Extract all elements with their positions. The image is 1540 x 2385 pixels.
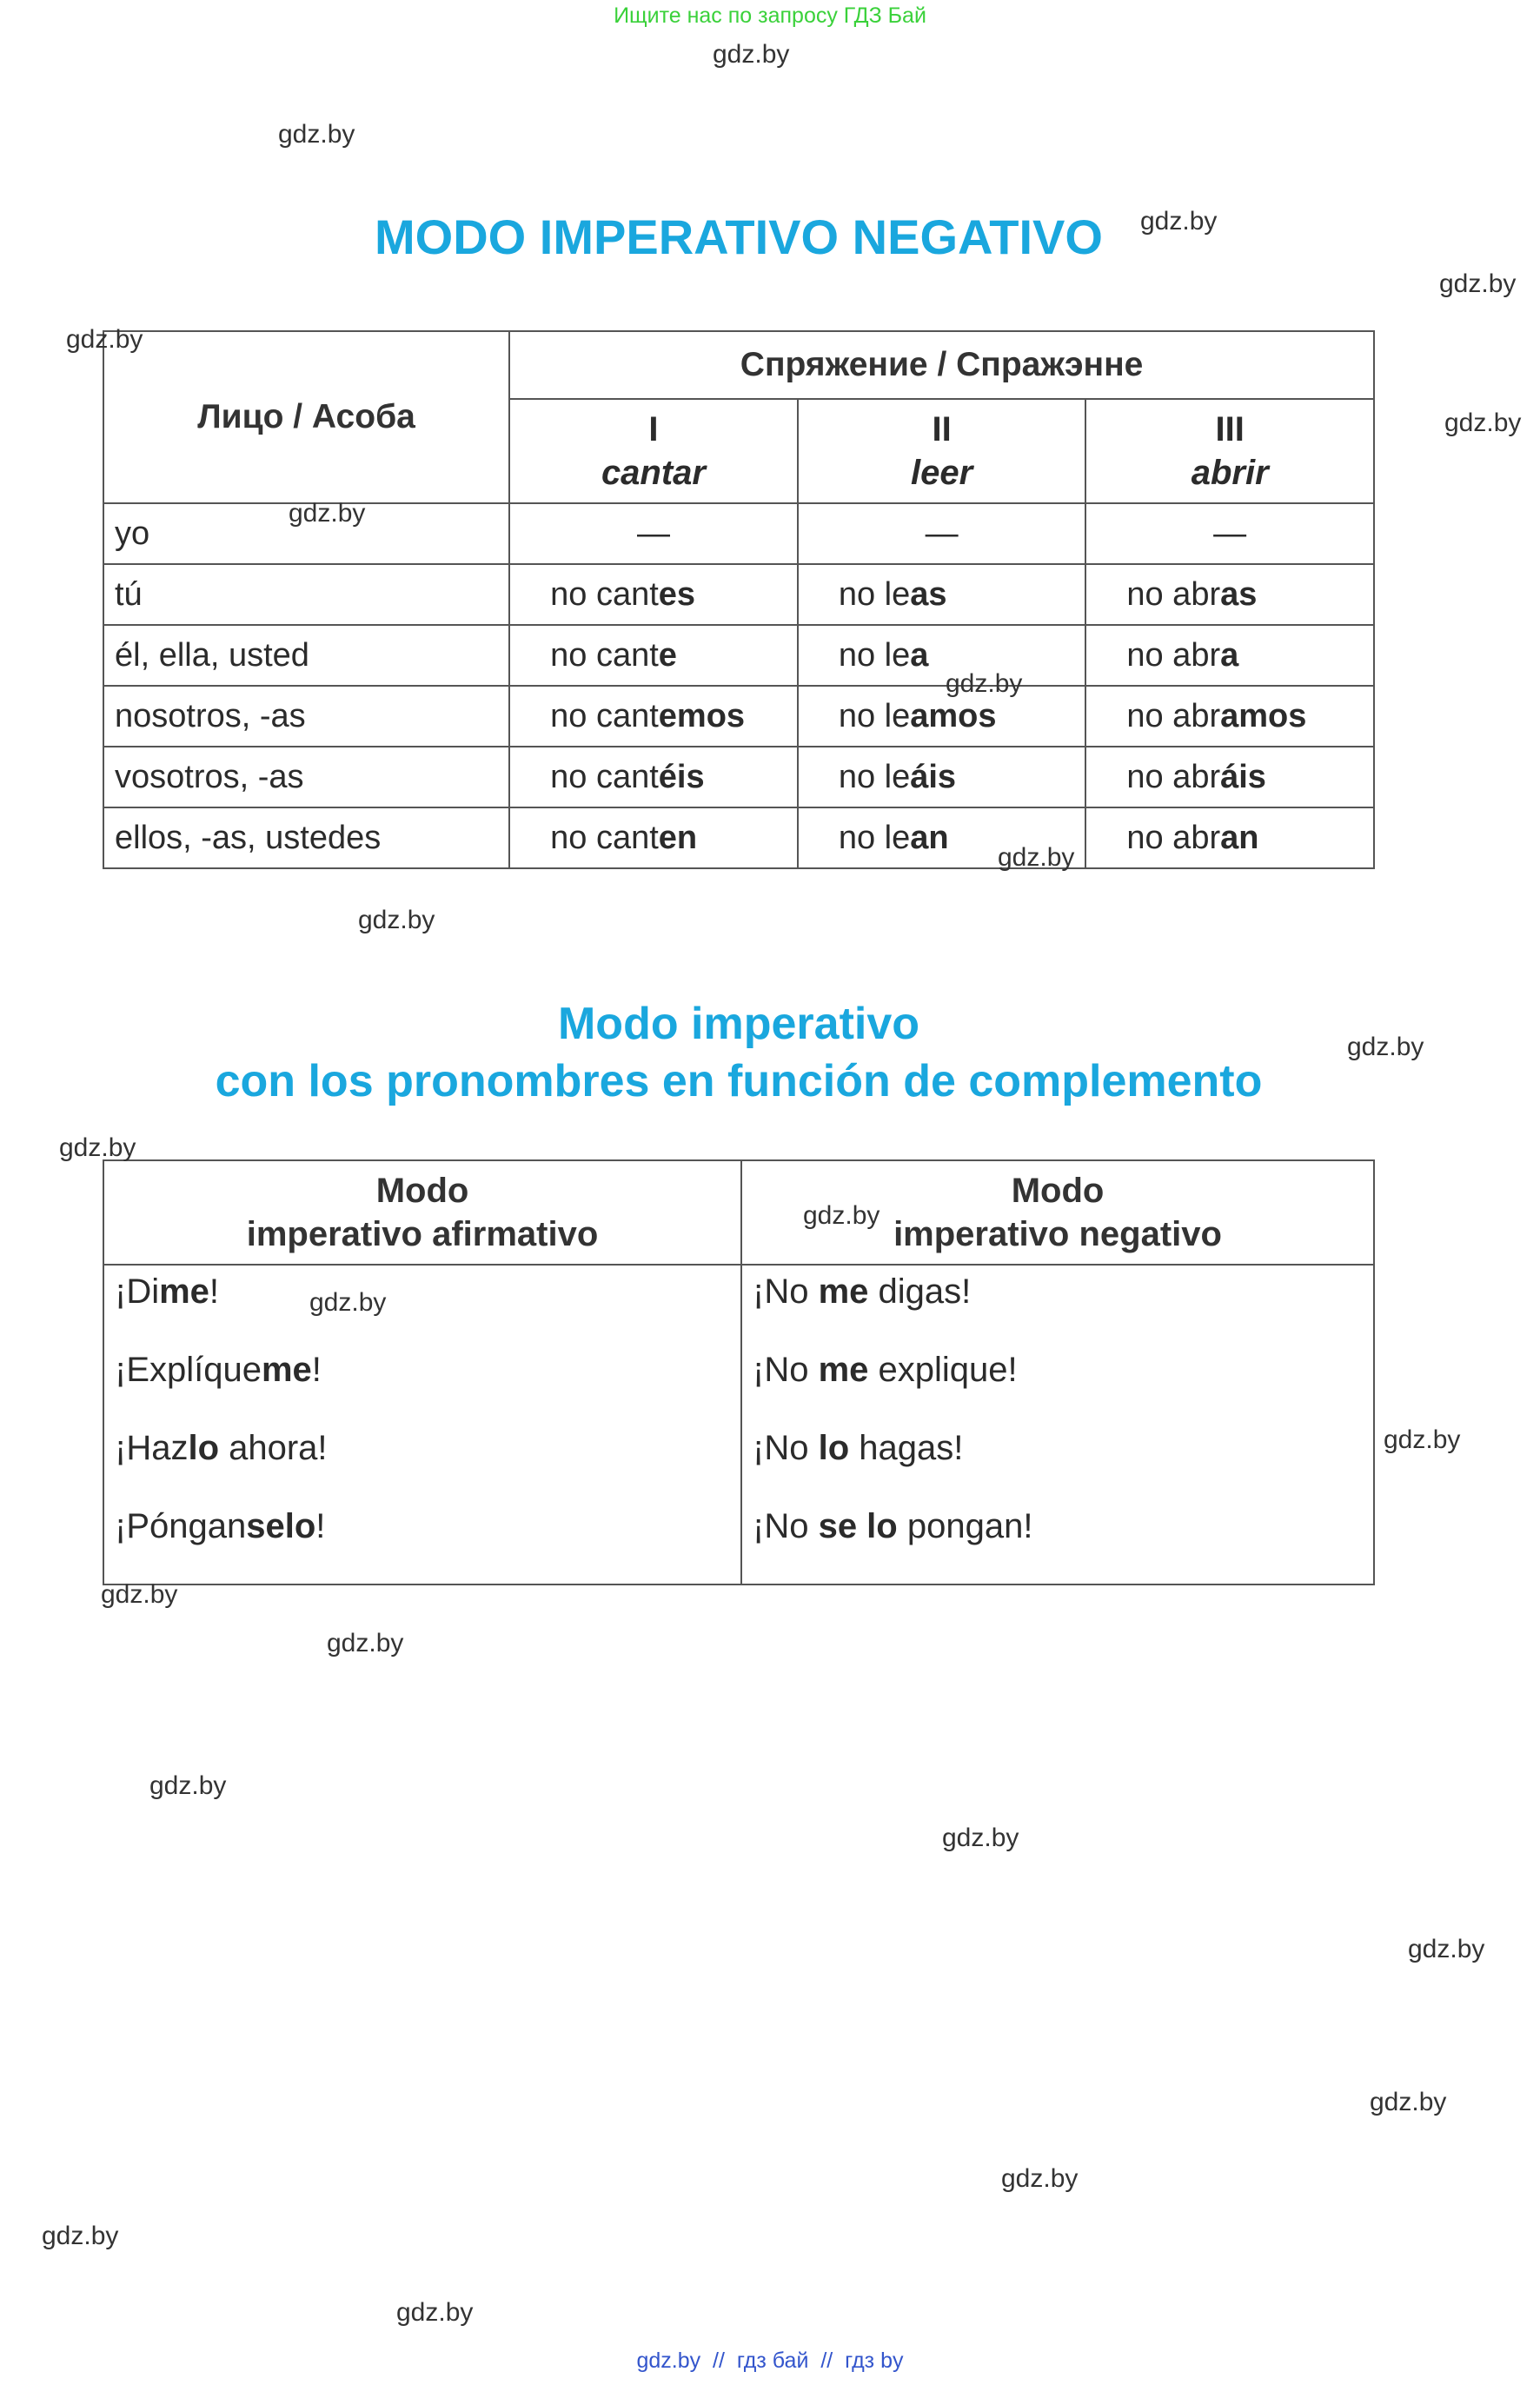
person-cell: vosotros, -as	[103, 747, 509, 807]
form-cell: no leas	[798, 564, 1086, 625]
header-line: imperativo afirmativo	[246, 1215, 599, 1253]
group-verb: cantar	[601, 454, 706, 492]
pronoun-imperative-table	[103, 1159, 1375, 1585]
form-cell: no abra	[1085, 625, 1374, 686]
negative-imperative-table	[103, 330, 1375, 869]
table-row	[103, 625, 1374, 686]
affirmative-list	[103, 1265, 741, 1584]
watermark: gdz.by	[358, 906, 435, 934]
group-verb: abrir	[1191, 454, 1269, 492]
affirmative-header	[103, 1160, 741, 1265]
form-cell: no abras	[1085, 564, 1374, 625]
form-cell: —	[1085, 503, 1374, 564]
form-cell: no cante	[509, 625, 798, 686]
section1-title: MODO IMPERATIVO NEGATIVO	[375, 209, 1103, 264]
watermark: gdz.by	[1001, 2164, 1079, 2193]
form-cell: no abran	[1085, 807, 1374, 868]
footer-links[interactable]: gdz.by // гдз бай // гдз by	[636, 2348, 904, 2373]
person-header: Лицо / Асоба	[103, 331, 509, 503]
table-row	[103, 747, 1374, 807]
watermark: gdz.by	[278, 120, 355, 149]
group-1-header	[509, 399, 798, 503]
watermark: gdz.by	[1444, 409, 1522, 437]
watermark: gdz.by	[942, 1824, 1019, 1852]
watermark: gdz.by	[101, 1580, 178, 1609]
person-cell: nosotros, -as	[103, 686, 509, 747]
header-line: Modo	[375, 1172, 469, 1210]
person-cell: ellos, -as, ustedes	[103, 807, 509, 868]
watermark: gdz.by	[1140, 207, 1218, 236]
watermark: gdz.by	[289, 499, 366, 528]
watermark: gdz.by	[803, 1201, 880, 1230]
watermark: gdz.by	[66, 325, 143, 354]
person-cell: tú	[103, 564, 509, 625]
list-item: ¡Pónganselo!	[115, 1507, 326, 1545]
list-item: ¡Hazlo ahora!	[115, 1429, 328, 1467]
section2-title-line2: con los pronombres en función de complemento	[215, 1056, 1263, 1106]
form-cell: no lea	[798, 625, 1086, 686]
negative-list	[741, 1265, 1374, 1584]
header-line: imperativo negativo	[893, 1215, 1222, 1253]
form-cell: no cantes	[509, 564, 798, 625]
person-cell: yo	[103, 503, 509, 564]
watermark: gdz.by	[1408, 1935, 1485, 1963]
section2-title-line1: Modo imperativo	[557, 999, 920, 1049]
watermark: gdz.by	[998, 843, 1075, 872]
top-banner: Ищите нас по запросу ГДЗ Бай	[614, 3, 926, 28]
list-item: ¡No me explique!	[753, 1351, 1018, 1389]
watermark: gdz.by	[1384, 1425, 1461, 1454]
watermark: gdz.by	[59, 1133, 136, 1162]
watermark: gdz.by	[42, 2222, 119, 2250]
watermark: gdz.by	[1347, 1033, 1424, 1061]
watermark: gdz.by	[396, 2298, 474, 2327]
header-line: Modo	[1011, 1172, 1105, 1210]
form-cell: no abramos	[1085, 686, 1374, 747]
form-cell: —	[798, 503, 1086, 564]
group-2-header	[798, 399, 1086, 503]
group-roman: III	[1215, 410, 1245, 448]
form-cell: no leáis	[798, 747, 1086, 807]
table-row	[103, 564, 1374, 625]
list-item: ¡No me digas!	[753, 1272, 972, 1311]
conjugation-header: Спряжение / Спражэнне	[509, 331, 1374, 399]
list-item: ¡Explíqueme!	[115, 1351, 322, 1389]
form-cell: no leamos	[798, 686, 1086, 747]
watermark: gdz.by	[946, 669, 1023, 698]
watermark: gdz.by	[1370, 2088, 1447, 2116]
watermark: gdz.by	[309, 1288, 387, 1317]
table-row	[103, 807, 1374, 868]
watermark: gdz.by	[713, 40, 790, 69]
table-row	[103, 686, 1374, 747]
watermark: gdz.by	[149, 1771, 227, 1800]
watermark: gdz.by	[1439, 269, 1517, 298]
form-cell: no lean	[798, 807, 1086, 868]
form-cell: no canten	[509, 807, 798, 868]
form-cell: no cantéis	[509, 747, 798, 807]
group-roman: II	[932, 410, 952, 448]
form-cell: no cantemos	[509, 686, 798, 747]
list-item: ¡No lo hagas!	[753, 1429, 964, 1467]
list-item: ¡Dime!	[115, 1272, 220, 1311]
form-cell: —	[509, 503, 798, 564]
person-cell: él, ella, usted	[103, 625, 509, 686]
form-cell: no abráis	[1085, 747, 1374, 807]
group-3-header	[1085, 399, 1374, 503]
group-roman: I	[648, 410, 659, 448]
group-verb: leer	[911, 454, 973, 492]
list-item: ¡No se lo pongan!	[753, 1507, 1033, 1545]
watermark: gdz.by	[327, 1629, 404, 1658]
